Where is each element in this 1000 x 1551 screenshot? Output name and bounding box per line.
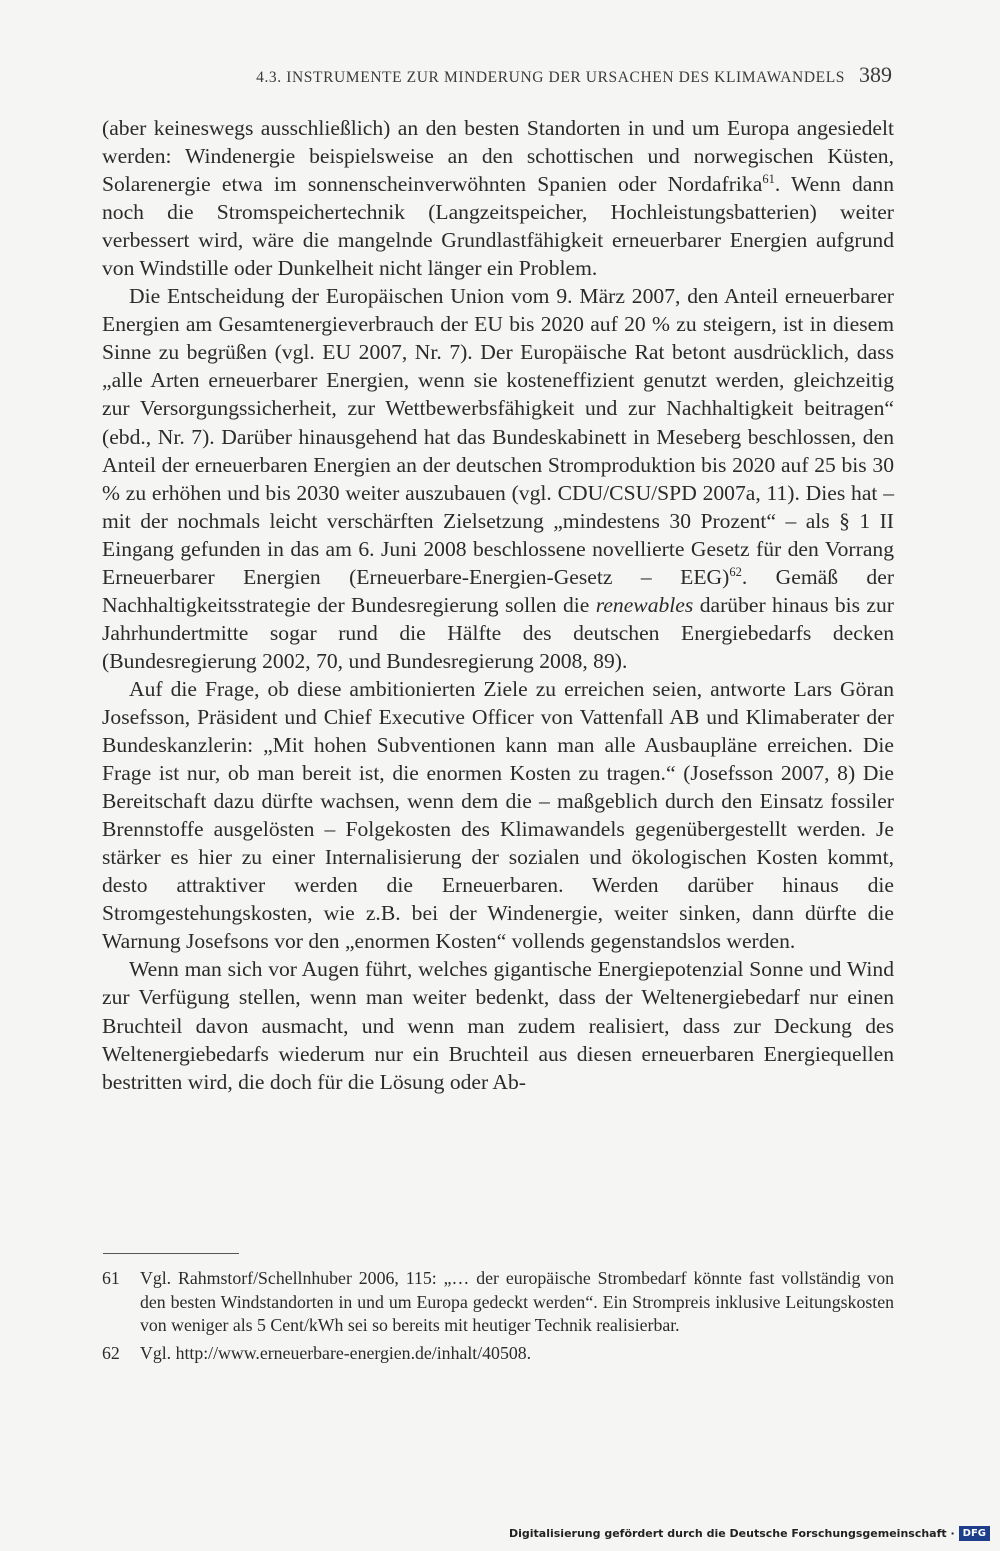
paragraph-text: darüber hinaus bis zur Jahrhundertmitte sogar rund die Hälfte des deutschen Energiebedarfs decken (Bundesregierung 2002, 70, und Bundesregierung 2008, 89). bbox=[102, 592, 894, 673]
footnote-number: 61 bbox=[102, 1268, 120, 1288]
funding-notice-text: Digitalisierung gefördert durch die Deutsche Forschungsgemeinschaft · bbox=[508, 1527, 955, 1540]
footnotes bbox=[102, 1267, 894, 1369]
paragraph: Auf die Frage, ob diese ambitionierten Ziele zu erreichen seien, antworte Lars Göran Josefsson, Präsident und Chief Executive Officer von Vattenfall AB und Klimaberater der Bundeskanzlerin: „Mit hohen Subventionen kann man alle Ausbaupläne erreichen. Die Frage ist nur, ob man bereit ist, die enormen Kosten zu tragen.“ (Josefsson 2007, 8) Die Bereitschaft dazu dürfte wachsen, wenn dem die – maßgeblich durch den Einsatz fossiler Brennstoffe ausgelösten – Folgekosten des Klimawandels gegenübergestellt werden. Je stärker es hier zu einer Internalisierung der sozialen und ökologischen Kosten kommt, desto attraktiver werden die Erneuerbaren. Werden darüber hinaus die Stromgestehungskosten, wie z.B. bei der Windenergie, weiter sinken, dann dürfte die Warnung Josefsons vor den „enormen Kosten“ vollends gegenstandslos werden. bbox=[102, 676, 894, 954]
funding-notice bbox=[509, 1526, 990, 1541]
footnote bbox=[102, 1267, 894, 1338]
footnote-ref-61[interactable]: 61 bbox=[762, 171, 775, 186]
footnote-ref-62[interactable]: 62 bbox=[729, 564, 742, 579]
running-title: 4.3. INSTRUMENTE ZUR MINDERUNG DER URSACHEN DES KLIMAWANDELS bbox=[256, 69, 845, 86]
page-number: 389 bbox=[859, 62, 892, 87]
running-head bbox=[102, 62, 892, 88]
paragraph-text: . Gemäß der Nachhaltigkeitsstrategie der Bundesregierung sollen die bbox=[102, 564, 895, 617]
footnote-link-text[interactable]: Vgl. http://www.erneuerbare-energien.de/inhalt/40508. bbox=[140, 1342, 532, 1363]
paragraph bbox=[102, 282, 894, 675]
paragraph bbox=[102, 114, 894, 282]
paragraph: Wenn man sich vor Augen führt, welches gigantische Energiepotenzial Sonne und Wind zur Verfügung stellen, wenn man weiter bedenkt, dass der Weltenergiebedarf nur einen Bruchteil davon ausmacht, und wenn man zudem realisiert, dass zur Deckung des Weltenergiebedarfs wiederum nur ein Bruchteil aus diesen erneuerbaren Energiequellen bestritten wird, die doch für die Lösung oder Ab- bbox=[102, 957, 894, 1094]
italic-term: renewables bbox=[595, 592, 694, 617]
paragraph-text: Die Entscheidung der Europäischen Union vom 9. März 2007, den Anteil erneuerbarer Energien am Gesamtenergieverbrauch der EU bis 2020 auf 20 % zu steigern, ist in diesem Sinne zu begrüßen (vgl. EU 2007, Nr. 7). Der Europäische Rat betont ausdrücklich, dass „alle Arten erneuerbarer Energien, wenn sie kosteneffizient genutzt werden, gleichzeitig zur Versorgungssicherheit, zur Wettbewerbsfähigkeit und zur Nachhaltigkeit beitragen“ (ebd., Nr. 7). Darüber hinausgehend hat das Bundeskabinett in Meseberg beschlossen, den Anteil der erneuerbaren Energien an der deutschen Stromproduktion bis 2020 auf 25 bis 30 % zu erhöhen und bis 2030 weiter auszubauen (vgl. CDU/CSU/SPD 2007a, 11). Dies hat – mit der nochmals leicht verschärften Zielsetzung „mindestens 30 Prozent“ – als § 1 II Eingang gefunden in das am 6. Juni 2008 beschlossene novellierte Gesetz für den Vorrang Erneuerbarer Energien (Erneuerbare-Energien-Gesetz – EEG) bbox=[102, 284, 894, 589]
footnote-number: 62 bbox=[102, 1342, 120, 1363]
footnote bbox=[102, 1342, 894, 1366]
paragraph-text: . Wenn dann noch die Stromspeichertechnik (Langzeitspeicher, Hochleistungsbatterien) weiter verbessert wird, wäre die mangelnde Grundlastfähigkeit erneuerbarer Energien aufgrund von Windstille oder Dunkelheit nicht länger ein Problem. bbox=[102, 172, 894, 281]
footnote-divider bbox=[103, 1253, 239, 1254]
dfg-logo: DFG bbox=[959, 1526, 990, 1541]
paragraph-text: (aber keineswegs ausschließlich) an den besten Standorten in und um Europa angesiedelt werden: Windenergie beispielsweise an den schottischen und norwegischen Küsten, Solarenergie etwa im sonnenscheinverwöhnten Spanien oder Nordafrika bbox=[102, 116, 894, 197]
body-text bbox=[102, 114, 894, 1096]
footnote-text: Vgl. Rahmstorf/Schellnhuber 2006, 115: „… der europäische Strombedarf könnte fast vollständig von den besten Windstandorten in und um Europa gedeckt werden“. Ein Strompreis inklusive Leitungskosten von weniger als 5 Cent/kWh sei so bereits mit heutiger Technik realisierbar. bbox=[140, 1268, 894, 1336]
